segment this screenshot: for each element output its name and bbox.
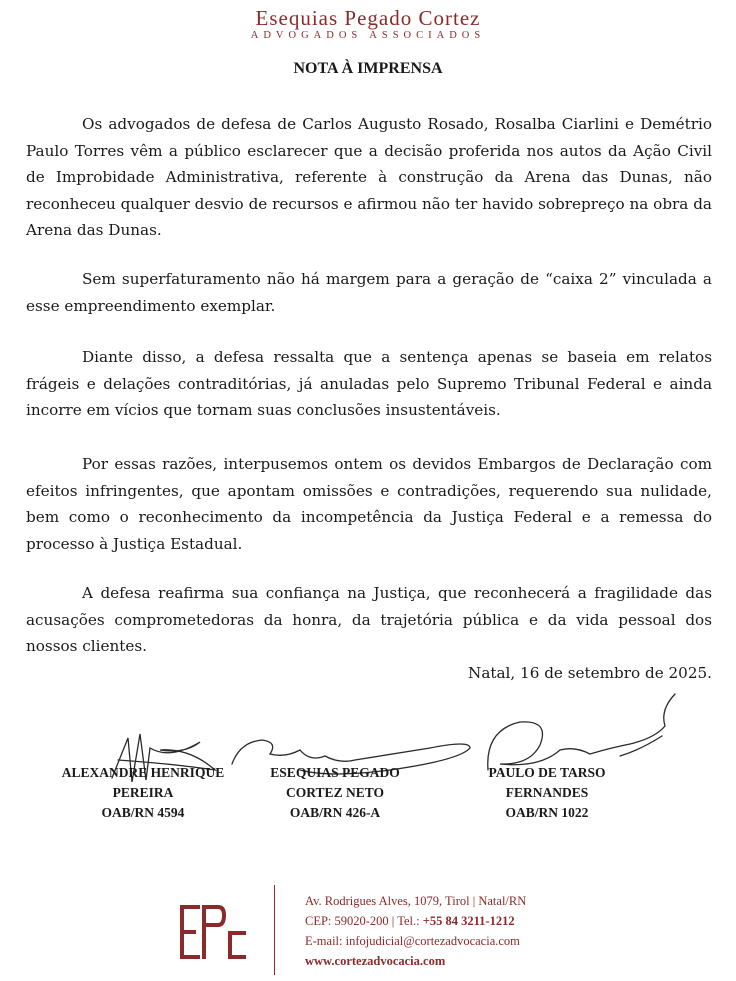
signatory-name-line2: CORTEZ NETO — [286, 785, 384, 800]
footer-divider — [274, 885, 275, 975]
footer-contact — [305, 891, 526, 971]
signatory-oab: OAB/RN 4594 — [101, 805, 185, 820]
paragraph-3: Diante disso, a defesa ressalta que a sentença apenas se baseia em relatos frágeis e delações contraditórias, já anuladas pelo Supremo Tribunal Federal e ainda incorre em vícios que tornam suas conclusões insustentáveis. — [26, 348, 712, 419]
paragraph-1: Os advogados de defesa de Carlos Augusto Rosado, Rosalba Ciarlini e Demétrio Paulo Torres vêm a público esclarecer que a decisão proferida nos autos da Ação Civil de Improbidade Administrativa, referente à construção da Arena das Dunas, não reconheceu qualquer desvio de recursos e afirmou não ter havido sobrepreço na obra da Arena das Dunas. — [26, 115, 712, 239]
signatory-oab: OAB/RN 426-A — [289, 805, 381, 820]
signature-block-3 — [447, 763, 647, 823]
footer-cep-phone — [305, 911, 526, 931]
signatory-name-line1: ALEXANDRE HENRIQUE — [61, 765, 225, 780]
footer-phone: +55 84 3211-1212 — [422, 914, 515, 928]
paragraph-5: A defesa reafirma sua confiança na Justiça, que reconhecerá a fragilidade das acusações comprometedoras da honra, da trajetória pública e da vida pessoal dos nossos clientes. — [26, 584, 712, 655]
footer-email: E-mail: infojudicial@cortezadvocacia.com — [305, 934, 520, 948]
signatory-name-line2: PEREIRA — [112, 785, 174, 800]
signatory-name-line1: PAULO DE TARSO — [488, 765, 606, 780]
signature-block-1 — [43, 763, 243, 823]
signatory-oab: OAB/RN 1022 — [505, 805, 589, 820]
signatory-name-line1: ESEQUIAS PEGADO — [270, 765, 400, 780]
paragraph-4: Por essas razões, interpusemos ontem os devidos Embargos de Declaração com efeitos infringentes, que apontam omissões e contradições, requerendo sua nulidade, bem como o reconhecimento da incompetência da Justiça Federal e a remessa do processo à Justiça Estadual. — [26, 455, 712, 553]
epc-logo — [178, 903, 248, 961]
footer-cep: CEP: 59020-200 | Tel.: — [305, 914, 420, 928]
paragraph-2: Sem superfaturamento não há margem para a geração de “caixa 2” vinculada a esse empreendimento exemplar. — [26, 270, 712, 315]
firm-name: Esequias Pegado Cortez — [255, 6, 481, 30]
signatory-name-line2: FERNANDES — [505, 785, 589, 800]
footer-website: www.cortezadvocacia.com — [305, 954, 446, 968]
document-title: NOTA À IMPRENSA — [293, 60, 443, 77]
signature-3-scribble — [488, 694, 675, 770]
firm-subtitle: ADVOGADOS ASSOCIADOS — [250, 30, 486, 41]
signature-block-2 — [235, 763, 435, 823]
date-line: Natal, 16 de setembro de 2025. — [468, 664, 712, 682]
footer-address: Av. Rodrigues Alves, 1079, Tirol | Natal/RN — [305, 894, 527, 908]
